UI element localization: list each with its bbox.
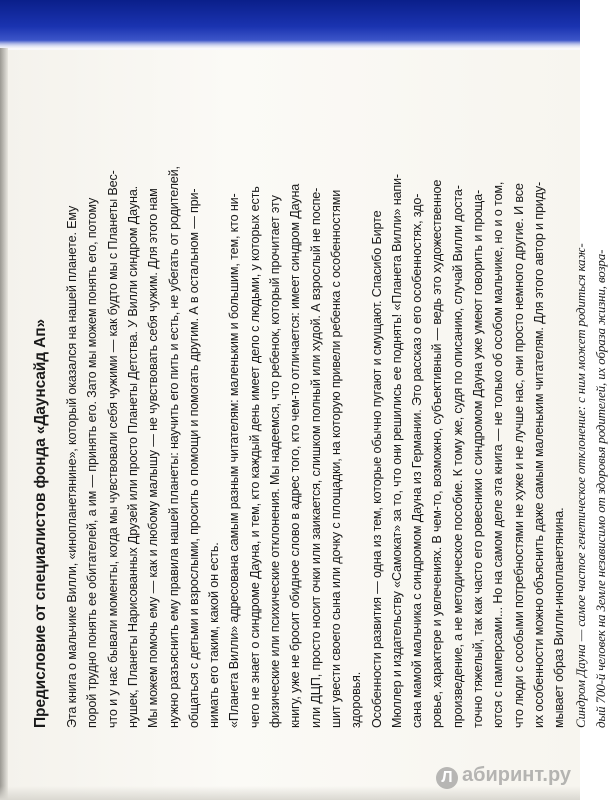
text-line: нушек, Планеты Нарисованных Друзей или просто Планеты Детства. У Вилли синдром Дауна. [125,185,140,728]
text-line: что люди с особыми потребностями не хуже и не лучше нас, они просто немного другие. И все [511,183,526,728]
text-line: их особенности можно объяснить даже самым маленьким читателям. Для этого автор и приду- [531,181,546,728]
page-bottom-shadow [0,786,580,800]
spine-shadow [0,48,8,800]
text-line: нужно разъяснить ему правила нашей планеты: научить его пить и есть, не убегать от родителей, [166,166,181,728]
text-line: Особенности развития — одна из тем, которые обычно пугают и смущают. Спасибо Бирте [369,210,384,728]
text-line: физические или психические отклонения. Мы надеемся, что ребенок, который прочитает эту [268,195,282,728]
page-heading: Предисловие от специалистов фонда «Даунсайд Ап» [32,318,49,728]
text-line: Мюллер и издательству «Самокат» за то, что они решились ее поднять! «Планета Вилли» напи- [389,174,404,728]
text-line: сана мамой мальчика с синдромом Дауна из Германии. Это рассказ о его особенностях, здо- [410,193,425,728]
text-line: шит увести своего сына или дочку с площадки, на которую привели ребенка с особенностями [328,189,343,728]
text-line: ются с памперсами... Но на самом деле эта книга — не только об особом мальчике, но и о том, [491,181,506,728]
rotated-page-content [20,30,608,750]
text-line: точно тяжелый, так как часто его ровесники с синдромом Дауна уже умеют говорить и проща- [471,189,485,728]
text-line: порой трудно понять ее обитателей, а им — принять его. Зато мы можем понять его, потому [85,197,100,728]
text-line: Эта книга о мальчике Вилли, «инопланетянине», который оказался на нашей планете. Ему [65,205,79,728]
text-line: ровье, характере и увлечениях. В чем-то, возможно, субъективный — ведь это художественное [430,179,445,728]
text-line: «Планета Вилли» адресована самым разным читателям: маленьким и большим, тем, кто ни- [227,193,242,728]
text-line: нимать его таким, какой он есть. [207,542,222,728]
text-line: произведение, а не методическое пособие. К тому же, судя по описанию, случай Вилли доста- [450,185,465,728]
text-line: Мы можем помочь ему — как и любому малышу — не чувствовать себя чужим. Для этого нам [146,188,161,728]
text-line: здоровья. [349,671,364,728]
italic-text-line: Синдром Дауна — самое частое генетическое отклонение: с ним может родиться каж- [572,243,588,728]
text-line: или ДЦП, просто носит очки или заикается, слишком полный или худой. А взрослый не поспе- [308,187,323,728]
text-line: что и у нас бывали моменты, когда мы чувствовали себя чужими — как будто мы с Планеты Вес- [105,170,120,728]
italic-text-line: дый 700-й человек на Земле независимо от здоровья родителей, их образа жизни, возра- [592,249,608,728]
labirint-logo-icon: Л [436,767,458,789]
text-line: общаться с детьми и взрослыми, просить о помощи и помогать другим. А в остальном — при- [186,188,201,728]
watermark-text: абиринт.ру [462,764,572,786]
text-line: мывает образ Вилли-инопланетянина. [552,507,567,728]
text-line: книгу, уже не бросит обидное слово в адрес того, кто чем-то отличается: имеет синдром Дауна [288,183,303,728]
text-line: чего не знает о синдроме Дауна, и тем, кто каждый день имеет дело с людьми, у которых есть [247,186,262,728]
